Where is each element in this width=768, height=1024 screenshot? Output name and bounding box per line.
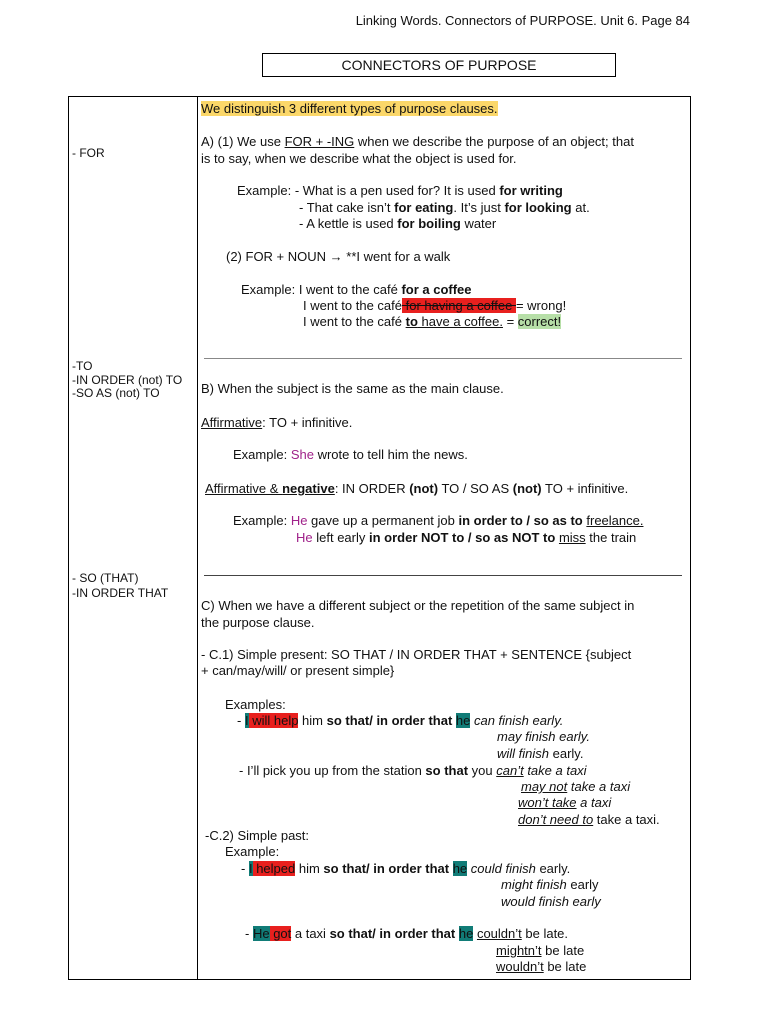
intro-highlight: We distinguish 3 different types of purpose clauses.	[201, 101, 498, 116]
c2-row-3: would finish early	[501, 894, 601, 909]
page-title: CONNECTORS OF PURPOSE	[262, 53, 616, 77]
c-row-2: may finish early.	[497, 729, 590, 744]
correct-highlight: correct!	[517, 314, 562, 329]
intro-line	[201, 101, 498, 117]
c1-line-1: - C.1) Simple present: SO THAT / IN ORDER THAT + SENTENCE {subject	[201, 647, 632, 662]
a-example-4: Example: I went to the café for a coffee	[241, 282, 472, 297]
c-row-7: don’t need to take a taxi.	[518, 812, 660, 827]
page-header: Linking Words. Connectors of PURPOSE. Unit 6. Page 84	[355, 13, 690, 28]
a-example-6: I went to the café to have a coffee. = correct!	[303, 314, 562, 329]
b-example-3: He left early in order NOT to / so as NOT to miss the train	[296, 530, 637, 545]
c-row-6: won’t take a taxi	[518, 795, 612, 810]
c-row-4: - I’ll pick you up from the station so that you can’t take a taxi	[239, 763, 587, 778]
separator-a	[204, 358, 682, 359]
a1-line-2: is to say, when we describe what the object is used for.	[201, 151, 517, 166]
label-so-as: -SO AS (not) TO	[72, 386, 160, 400]
a-example-3: - A kettle is used for boiling water	[299, 216, 497, 231]
c2-row-1: - I helped him so that/ in order that he could finish early.	[241, 861, 571, 876]
c2-row-5: mightn’t be late	[496, 943, 585, 958]
b-line: B) When the subject is the same as the main clause.	[201, 381, 504, 396]
c1-line-2: + can/may/will/ or present simple}	[201, 663, 395, 678]
b-example-2: Example: He gave up a permanent job in order to / so as to freelance.	[233, 513, 644, 528]
c-row-5: may not take a taxi	[521, 779, 631, 794]
a1-line: A) (1) We use FOR + -ING when we describe the purpose of an object; that	[201, 134, 634, 149]
label-for: - FOR	[72, 146, 105, 160]
c2-example-label: Example:	[225, 844, 280, 859]
c-line-1: C) When we have a different subject or the repetition of the same subject in	[201, 598, 635, 613]
c2-row-4: - He got a taxi so that/ in order that he couldn’t be late.	[245, 926, 569, 941]
a2-line: (2) FOR + NOUN → **I went for a walk	[226, 249, 451, 264]
c2-row-2: might finish early	[501, 877, 599, 892]
a-example-2: - That cake isn’t for eating. It’s just for looking at.	[299, 200, 590, 215]
c-line-2: the purpose clause.	[201, 615, 315, 630]
column-divider	[197, 96, 198, 980]
label-in-order-that: -IN ORDER THAT	[72, 586, 169, 600]
label-so-that: - SO (THAT)	[72, 571, 139, 585]
b-example-1: Example: She wrote to tell him the news.	[233, 447, 468, 462]
c2-label: -C.2) Simple past:	[205, 828, 310, 843]
c-row-3: will finish early.	[497, 746, 584, 761]
a-example-1: Example: - What is a pen used for? It is used for writing	[237, 183, 563, 198]
label-to: -TO	[72, 359, 93, 373]
separator-b	[204, 575, 682, 576]
examples-label: Examples:	[225, 697, 286, 712]
wrong-strike: for having a coffee	[402, 298, 516, 313]
label-in-order: -IN ORDER (not) TO	[72, 373, 183, 387]
a-example-5: I went to the café for having a coffee = wrong!	[303, 298, 567, 313]
affirmative-line: Affirmative: TO + infinitive.	[201, 415, 353, 430]
affneg-line: Affirmative & negative: IN ORDER (not) TO / SO AS (not) TO + infinitive.	[205, 481, 629, 496]
c2-row-6: wouldn’t be late	[496, 959, 587, 974]
c-row-1: - I will help him so that/ in order that he can finish early.	[237, 713, 564, 728]
